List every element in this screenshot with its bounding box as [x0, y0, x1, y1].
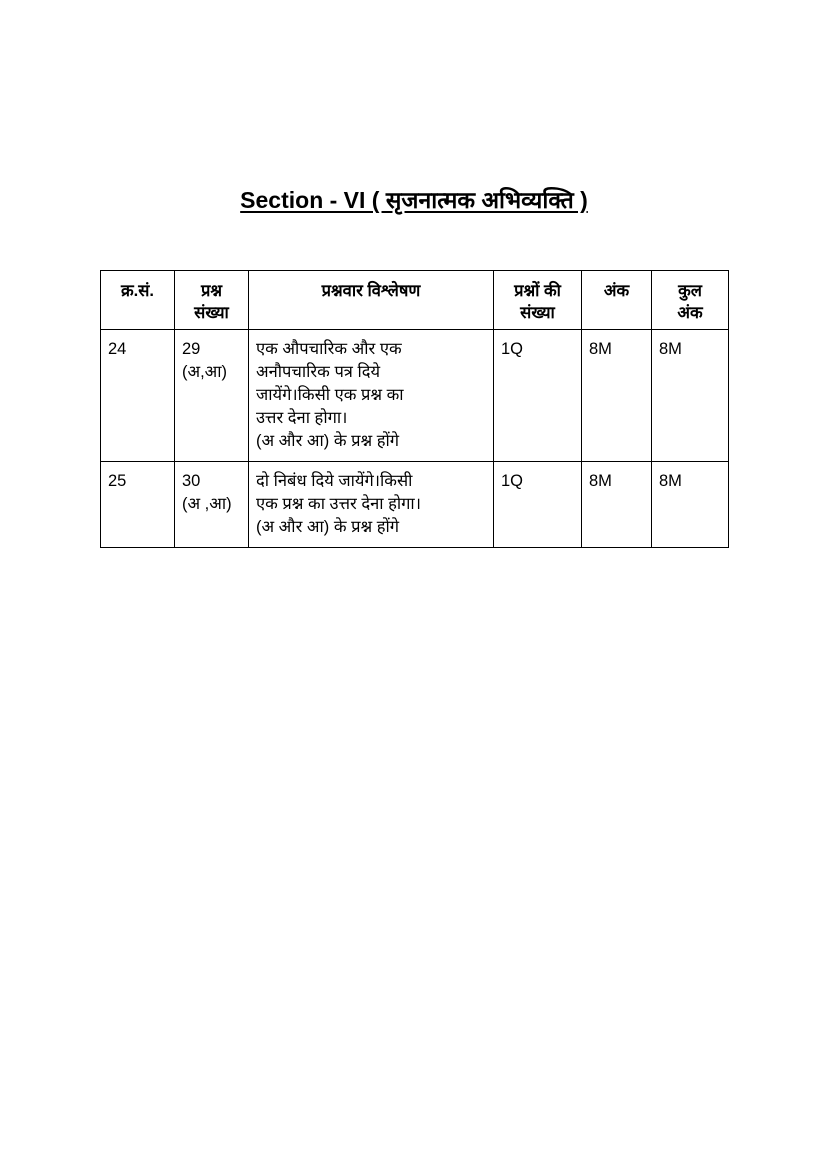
header-question-count: प्रश्नों की संख्या: [494, 271, 582, 330]
cell-question-count: 1Q: [494, 462, 582, 548]
header-marks: अंक: [582, 271, 652, 330]
table-header-row: [101, 271, 729, 330]
cell-question-number: 29 (अ,आ): [175, 330, 249, 462]
table-row: [101, 462, 729, 548]
header-total-marks: कुल अंक: [652, 271, 729, 330]
table-row: [101, 330, 729, 462]
cell-total-marks: 8M: [652, 462, 729, 548]
cell-analysis: दो निबंध दिये जायेंगे।किसी एक प्रश्न का उत्तर देना होगा। (अ और आ) के प्रश्न होंगे: [249, 462, 494, 548]
cell-marks: 8M: [582, 462, 652, 548]
cell-total-marks: 8M: [652, 330, 729, 462]
header-question-number: प्रश्न संख्या: [175, 271, 249, 330]
cell-serial: 24: [101, 330, 175, 462]
cell-question-number: 30 (अ ,आ): [175, 462, 249, 548]
cell-question-count: 1Q: [494, 330, 582, 462]
blueprint-table: [100, 270, 729, 548]
cell-serial: 25: [101, 462, 175, 548]
cell-marks: 8M: [582, 330, 652, 462]
header-serial: क्र.सं.: [101, 271, 175, 330]
section-title: Section - VI ( सृजनात्मक अभिव्यक्ति ): [240, 187, 588, 213]
cell-analysis: एक औपचारिक और एक अनौपचारिक पत्र दिये जायेंगे।किसी एक प्रश्न का उत्तर देना होगा। (अ और आ) के प्रश्न होंगे: [249, 330, 494, 462]
header-analysis: प्रश्नवार विश्लेषण: [249, 271, 494, 330]
